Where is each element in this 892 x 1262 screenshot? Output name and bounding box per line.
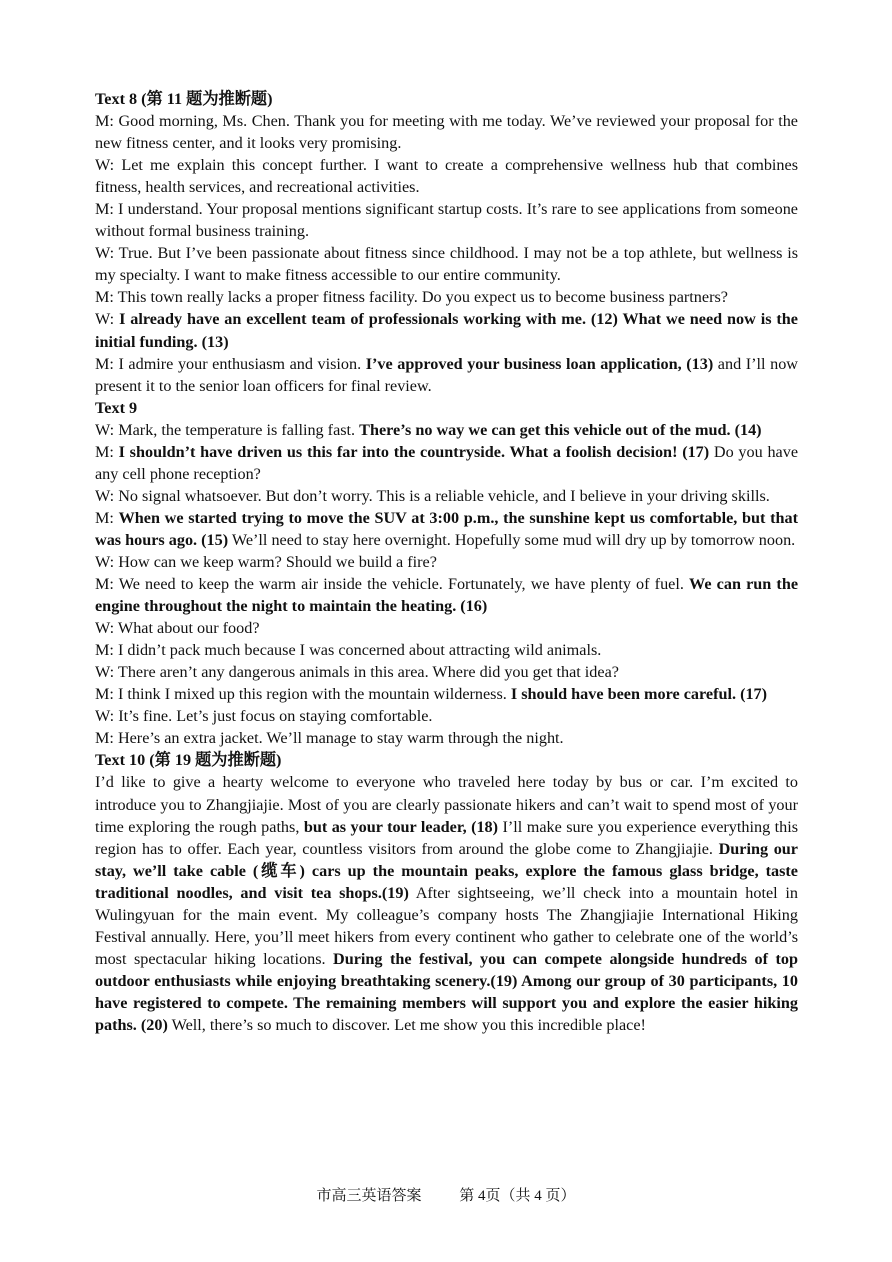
dialogue-line xyxy=(95,353,798,397)
transcript-text: and I’ll now present it to the senior loan officers for final review. xyxy=(95,354,798,395)
dialogue-line xyxy=(95,441,798,485)
transcript-text: M: We need to keep the warm air inside the vehicle. Fortunately, we have plenty of fuel. xyxy=(95,575,690,594)
transcript-text: M: I think I mixed up this region with the mountain wilderness. xyxy=(95,685,511,704)
dialogue-line xyxy=(95,242,798,286)
dialogue-line xyxy=(95,639,798,661)
transcript-text: M: I didn’t pack much because I was concerned about attracting wild animals. xyxy=(95,641,602,660)
transcript-text: M: Good morning, Ms. Chen. Thank you for meeting with me today. We’ve reviewed your proposal for the new fitness center, and it looks very promising. xyxy=(95,112,798,153)
footer-page-number: 第 4页（共 4 页） xyxy=(459,1188,576,1204)
dialogue-line xyxy=(95,485,798,507)
transcript-text: W: Let me explain this concept further. I want to create a comprehensive wellness hub that combines fitness, health services, and recreational activities. xyxy=(95,156,798,197)
answer-evidence-text: I should have been more careful. (17) xyxy=(510,685,768,704)
answer-evidence-text: I’ve approved your business loan application, (13) xyxy=(365,354,714,373)
section-heading xyxy=(95,397,798,419)
transcript-text: We’ll need to stay here overnight. Hopefully some mud will dry up by tomorrow noon. xyxy=(228,530,796,549)
answer-evidence-text: During the festival, you can compete alongside hundreds of top outdoor enthusiasts while enjoying breathtaking scenery.(19) Among our group of 30 participants, 10 have registered to compete. The remaining members will support you and explore the easier hiking paths. (20) xyxy=(95,949,798,1034)
dialogue-line xyxy=(95,286,798,308)
transcript-text: M: xyxy=(95,508,119,527)
dialogue-line xyxy=(95,683,798,705)
transcript-text: After sightseeing, we’ll check into a mountain hotel in Wulingyuan for the main event. My colleague’s company hosts The Zhangjiajie International Hiking Festival annually. Here, you’ll meet hikers from every continent who gather to celebrate one of the world’s most spectacular hiking locations. xyxy=(95,883,798,968)
transcript-text: M: This town really lacks a proper fitness facility. Do you expect us to become business partners? xyxy=(95,288,728,307)
dialogue-line xyxy=(95,661,798,683)
transcript-text: I’ll make sure you experience everything this region has to offer. Each year, countless visitors from around the globe come to Zhangjiajie. xyxy=(95,817,798,858)
transcript-text: W: What about our food? xyxy=(95,619,260,638)
transcript-text: I’d like to give a hearty welcome to everyone who traveled here today by bus or car. I’m excited to introduce you to Zhangjiajie. Most of you are clearly passionate hikers and can’t wait to spend most of your time exploring the rough paths, xyxy=(95,773,798,836)
transcript-text: Text 8 (第 11 题为推断题) xyxy=(95,90,273,108)
answer-evidence-text: There’s no way we can get this vehicle out of the mud. (14) xyxy=(359,420,762,439)
footer-title: 市高三英语答案 xyxy=(316,1188,422,1204)
transcript-content xyxy=(95,88,798,1036)
dialogue-line xyxy=(95,308,798,352)
answer-evidence-text: We can run the engine throughout the night to maintain the heating. (16) xyxy=(95,575,799,616)
dialogue-line xyxy=(95,419,798,441)
transcript-text: W: xyxy=(95,310,120,329)
answer-evidence-text: During our stay, we’ll take cable (缆车) cars up the mountain peaks, explore the famous glass bridge, taste traditional noodles, and visit tea shops.(19) xyxy=(95,839,798,902)
transcript-text: M: I admire your enthusiasm and vision. xyxy=(95,354,366,373)
section-heading xyxy=(95,749,798,771)
page-footer xyxy=(0,1184,892,1205)
answer-evidence-text: When we started trying to move the SUV at 3:00 p.m., the sunshine kept us comfortable, but that was hours ago. (15) xyxy=(95,508,798,549)
dialogue-line xyxy=(95,771,798,1036)
transcript-text: W: No signal whatsoever. But don’t worry. This is a reliable vehicle, and I believe in your driving skills. xyxy=(95,486,770,505)
section-heading xyxy=(95,88,798,110)
dialogue-line xyxy=(95,551,798,573)
transcript-text: M: xyxy=(95,442,119,461)
dialogue-line xyxy=(95,110,798,154)
dialogue-line xyxy=(95,617,798,639)
dialogue-line xyxy=(95,154,798,198)
transcript-text: Do you have any cell phone reception? xyxy=(95,442,799,483)
dialogue-line xyxy=(95,573,798,617)
transcript-text: Text 9 xyxy=(95,398,138,417)
transcript-text: W: Mark, the temperature is falling fast. xyxy=(95,420,360,439)
dialogue-line xyxy=(95,507,798,551)
transcript-text: Well, there’s so much to discover. Let me show you this incredible place! xyxy=(167,1015,646,1034)
transcript-text: Text 10 (第 19 题为推断题) xyxy=(95,751,282,770)
dialogue-line xyxy=(95,705,798,727)
answer-evidence-text: I shouldn’t have driven us this far into the countryside. What a foolish decision! (17) xyxy=(118,442,710,461)
transcript-text: M: I understand. Your proposal mentions significant startup costs. It’s rare to see applications from someone without formal business training. xyxy=(95,200,798,241)
answer-evidence-text: but as your tour leader, (18) xyxy=(303,817,499,836)
transcript-text: W: There aren’t any dangerous animals in this area. Where did you get that idea? xyxy=(95,663,619,682)
transcript-text: M: Here’s an extra jacket. We’ll manage to stay warm through the night. xyxy=(95,729,564,748)
dialogue-line xyxy=(95,198,798,242)
answer-evidence-text: I already have an excellent team of professionals working with me. (12) What we need now is the initial funding. (13) xyxy=(95,310,798,351)
transcript-text: W: True. But I’ve been passionate about fitness since childhood. I may not be a top athlete, but wellness is my specialty. I want to make fitness accessible to our entire community. xyxy=(95,244,798,285)
transcript-text: W: How can we keep warm? Should we build a fire? xyxy=(95,552,437,571)
dialogue-line xyxy=(95,727,798,749)
transcript-text: W: It’s fine. Let’s just focus on staying comfortable. xyxy=(95,707,433,726)
